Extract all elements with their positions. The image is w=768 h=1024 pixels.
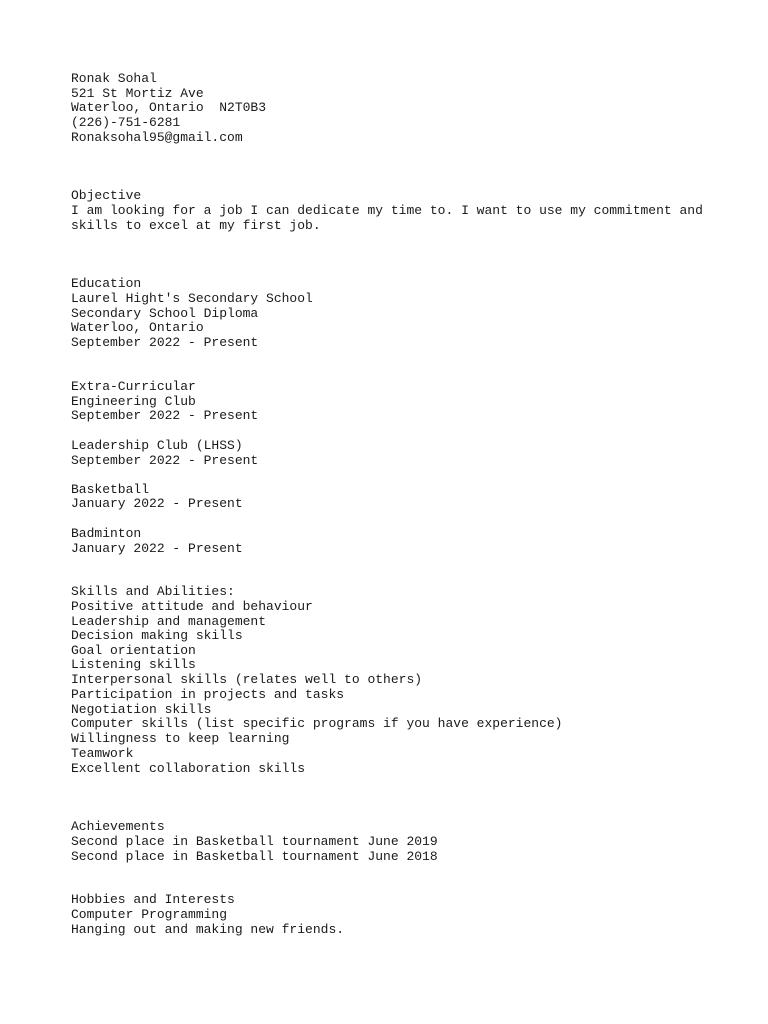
skill-item: Goal orientation	[71, 643, 196, 658]
education-dates: September 2022 - Present	[71, 335, 259, 350]
activity-name: Engineering Club	[71, 394, 196, 409]
skills-heading: Skills and Abilities:	[71, 584, 235, 599]
contact-city: Waterloo, Ontario N2T0B3	[71, 100, 267, 115]
skill-item: Willingness to keep learning	[71, 731, 290, 746]
activity-dates: January 2022 - Present	[71, 496, 243, 511]
skill-item: Decision making skills	[71, 628, 243, 643]
education-location: Waterloo, Ontario	[71, 320, 204, 335]
contact-name: Ronak Sohal	[71, 71, 157, 86]
hobby-item: Hanging out and making new friends.	[71, 922, 345, 937]
activity-name: Badminton	[71, 526, 142, 541]
skill-item: Teamwork	[71, 746, 134, 761]
hobbies-heading: Hobbies and Interests	[71, 892, 235, 907]
skill-item: Excellent collaboration skills	[71, 761, 306, 776]
objective-text: I am looking for a job I can dedicate my time to. I want to use my commitment and	[71, 203, 703, 218]
contact-street: 521 St Mortiz Ave	[71, 86, 204, 101]
achievement-item: Second place in Basketball tournament June 2018	[71, 849, 438, 864]
objective-heading: Objective	[71, 188, 142, 203]
achievement-item: Second place in Basketball tournament June 2019	[71, 834, 438, 849]
skill-item: Listening skills	[71, 657, 196, 672]
activity-dates: September 2022 - Present	[71, 453, 259, 468]
education-heading: Education	[71, 276, 142, 291]
skill-item: Leadership and management	[71, 614, 267, 629]
activity-name: Leadership Club (LHSS)	[71, 438, 243, 453]
hobby-item: Computer Programming	[71, 907, 228, 922]
education-diploma: Secondary School Diploma	[71, 306, 259, 321]
contact-email: Ronaksohal95@gmail.com	[71, 130, 243, 145]
activity-dates: January 2022 - Present	[71, 541, 243, 556]
achievements-heading: Achievements	[71, 819, 165, 834]
skill-item: Negotiation skills	[71, 702, 212, 717]
contact-phone: (226)-751-6281	[71, 115, 181, 130]
skill-item: Interpersonal skills (relates well to others)	[71, 672, 423, 687]
extracurricular-heading: Extra-Curricular	[71, 379, 196, 394]
skill-item: Participation in projects and tasks	[71, 687, 345, 702]
objective-text: skills to excel at my first job.	[71, 218, 321, 233]
activity-dates: September 2022 - Present	[71, 408, 259, 423]
education-school: Laurel Hight's Secondary School	[71, 291, 313, 306]
skill-item: Computer skills (list specific programs if you have experience)	[71, 716, 563, 731]
skill-item: Positive attitude and behaviour	[71, 599, 313, 614]
activity-name: Basketball	[71, 482, 150, 497]
